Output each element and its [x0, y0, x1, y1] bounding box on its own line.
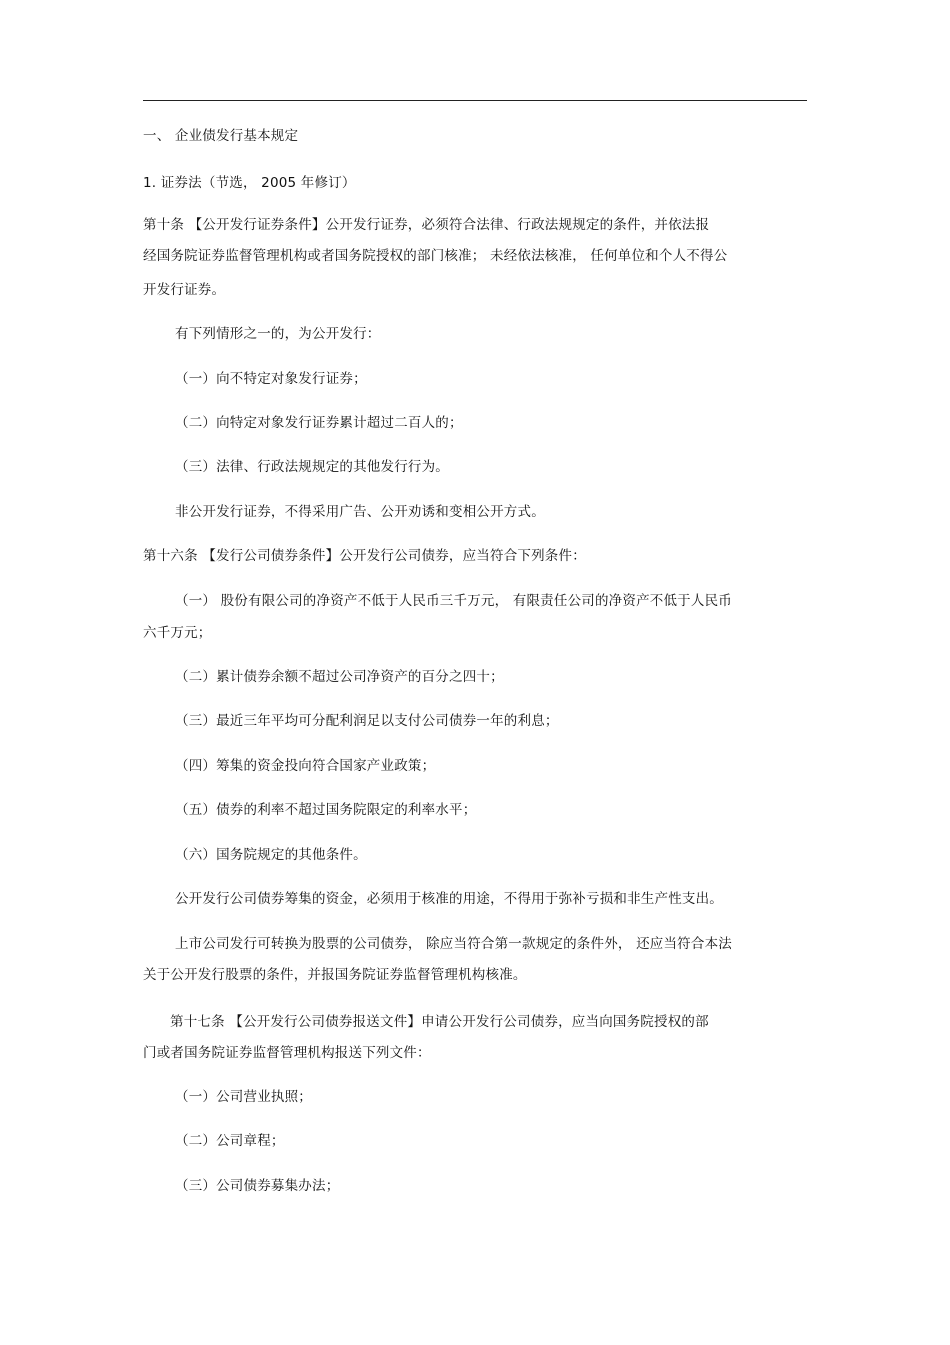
article-16-item-1-line-1: （一） 股份有限公司的净资产不低于人民币三千万元， 有限责任公司的净资产不低于人民币: [175, 593, 732, 609]
article-16-item-6: （六）国务院规定的其他条件。: [175, 847, 367, 863]
section-heading: 一、 企业债发行基本规定: [143, 128, 299, 144]
article-16-item-2: （二）累计债券余额不超过公司净资产的百分之四十；: [175, 669, 504, 685]
article-17-line-1: 第十七条 【公开发行公司债券报送文件】申请公开发行公司债券，应当向国务院授权的部: [170, 1014, 709, 1030]
article-16-para-2-line-1: 上市公司发行可转换为股票的公司债券， 除应当符合第一款规定的条件外， 还应当符合本法: [175, 936, 732, 952]
article-10-item-1: （一）向不特定对象发行证券；: [175, 371, 367, 387]
article-10-item-3: （三）法律、行政法规规定的其他发行行为。: [175, 459, 449, 475]
article-10-item-2: （二）向特定对象发行证券累计超过二百人的；: [175, 415, 463, 431]
article-10-line-2: 经国务院证券监督管理机构或者国务院授权的部门核准； 未经依法核准， 任何单位和个人不得公: [143, 248, 728, 264]
article-16-item-3: （三）最近三年平均可分配利润足以支付公司债券一年的利息；: [175, 713, 559, 729]
article-10-intro: 有下列情形之一的，为公开发行：: [175, 326, 381, 342]
article-16-line-1: 第十六条 【发行公司债券条件】公开发行公司债券，应当符合下列条件：: [143, 548, 586, 564]
article-10-closing: 非公开发行证券，不得采用广告、公开劝诱和变相公开方式。: [175, 504, 545, 520]
article-10-line-1: 第十条 【公开发行证券条件】公开发行证券，必须符合法律、行政法规规定的条件，并依法报: [143, 217, 710, 233]
article-16-para-2-line-2: 关于公开发行股票的条件，并报国务院证券监督管理机构核准。: [143, 967, 527, 983]
article-10-line-3: 开发行证券。: [143, 282, 226, 298]
article-16-item-5: （五）债券的利率不超过国务院限定的利率水平；: [175, 802, 477, 818]
header-rule: [143, 100, 807, 101]
article-17-item-1: （一）公司营业执照；: [175, 1089, 312, 1105]
article-17-item-2: （二）公司章程；: [175, 1133, 285, 1149]
subsection-heading: 1. 证券法（节选， 2005 年修订）: [143, 175, 356, 191]
article-16-para-1: 公开发行公司债券筹集的资金，必须用于核准的用途，不得用于弥补亏损和非生产性支出。: [175, 891, 723, 907]
article-16-item-4: （四）筹集的资金投向符合国家产业政策；: [175, 758, 436, 774]
article-17-item-3: （三）公司债券募集办法；: [175, 1178, 340, 1194]
article-17-line-2: 门或者国务院证券监督管理机构报送下列文件：: [143, 1045, 431, 1061]
article-16-item-1-line-2: 六千万元；: [143, 625, 212, 641]
